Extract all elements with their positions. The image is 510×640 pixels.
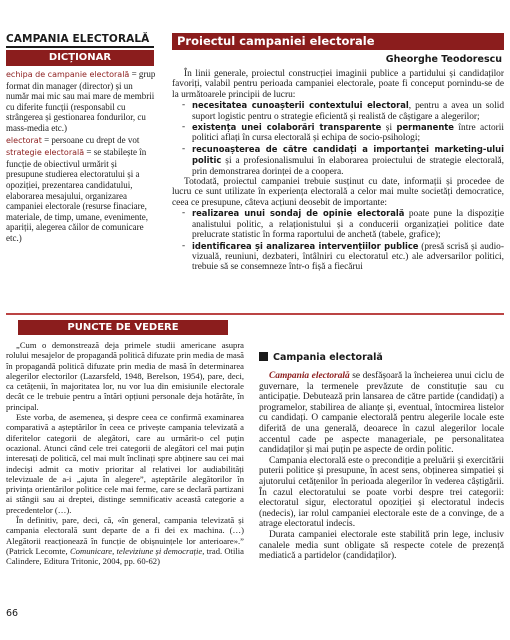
article-author: Gheorghe Teodorescu	[385, 54, 502, 65]
campaign-text: se desfășoară la încheierea unui ciclu de guvernare, la termenele prevăzute de constituție sau cu anticipație. Debutează prin lansarea de către partide (candidați) a programelor, stabilirea de alianțe și, eventual, întocmirea listelor cu candidați. O campanie electorală pentru alegerile locale este diferită de una generală, deoarece în cazul alegerilor locale accentul cade pe aspecte manageriale, pe personalitatea candidaților și mai puțin pe aspecte de ordin politic.	[259, 371, 504, 456]
dictionary-term: strategie electorală	[6, 148, 85, 158]
list-item	[182, 122, 504, 144]
quote-paragraph: „Cum o demonstrează deja primele studii americane asupra rolului mesajelor de propagandă politică difuzate prin media de masă în propagandă politică difuzate prin media de masă în determinarea alegerilor electorilor (Lazarsfeld, 1948, Berelson, 1954), pare, deci, ca cetățenii, în majoritatea lor, nu vor lua din emisiunile electorale decât ce le trebuie pentru a întări opțiuni personale deja hotărâte, în principal.	[6, 340, 244, 412]
quote-paragraph	[6, 515, 244, 566]
dictionary	[6, 69, 156, 245]
article-paragraph: Totodată, proiectul campaniei trebuie susținut cu date, informații și procedee de lucru ce sunt utilizate în experiența electorală a celor mai multe societăți democratice, ceea ce presupune, câteva acțiuni deosebit de importante:	[172, 177, 504, 208]
page-number: 66	[6, 608, 19, 619]
campaign-lead-term: Campania electorală	[269, 371, 350, 381]
campaign-heading	[259, 352, 504, 363]
list-item-bold: existența unei colaborări transparente	[192, 122, 382, 133]
section-title: CAMPANIA ELECTORALĂ	[6, 33, 150, 45]
title-rule	[6, 46, 154, 48]
dictionary-definition: = grup format din manager (director) și un număr mai mic sau mai mare de membrii cu diferite funcții (responsabil cu strângerea și gestionarea fondurilor, cu mass-media etc.)	[6, 69, 156, 133]
list-item-bold: identificarea și analizarea intervențiilor publice	[192, 240, 419, 251]
list-item	[182, 208, 504, 240]
dictionary-banner: DICȚIONAR	[6, 50, 154, 66]
quote-paragraph: Este vorba, de asemenea, și despre ceea ce confirmă examinarea comparativă a așteptărilor în ceea ce privește campania televizată a diferitelor categorii de alegători, care au urmărit-o cel puțin ocazional. Atunci când cele trei categorii de alegători cel mai puțin interesați de politică, cel mai mult înclinați spre abținere sau cei mai indeciși admit ca motiv prioritar al relativei lor audiabilități televizuale de a-i „ajuta în alegere”, așteptările alegătorilor în privința orientărilor politice cele mai ferme, care se declară partizani ai stângii sau ai dreptei, distinge semnificativ această categorie a precedentelor (…).	[6, 412, 244, 515]
viewpoints-quote	[6, 340, 244, 567]
list-item-text: între actorii politici aflați în cursa electorală și echipa de socio-psihologi;	[192, 123, 504, 144]
actions-list	[182, 208, 504, 272]
list-item-bold: permanente	[396, 122, 454, 133]
viewpoints-banner: PUNCTE DE VEDERE	[18, 320, 228, 335]
dictionary-entry	[6, 147, 156, 243]
dictionary-definition: = persoane cu drept de vot	[41, 134, 140, 145]
list-item-text: și a profesionalismului în elaborarea proiectului de strategie electorală, prin demonstrarea dorinței de a coopera.	[192, 156, 504, 177]
list-item-text: poate pune la dispoziție analistului politic, a relaționistului și a conducerii organizației politice date prelucrate statistic în forma raportului de anchetă (tabele, grafice);	[192, 209, 504, 241]
dictionary-term: electorat	[6, 135, 42, 145]
dictionary-definition: = se stabilește în funcție de obiectivul urmărit și presupune studierea electoratului și a opoziției, prezentarea candidatului, elaborarea mesajului, organizarea campaniei electorale (resurse finaciare, materiale, de timp, umane, evenimente, apariții, alegerea căilor de comunicare etc.)	[6, 147, 148, 243]
campaign-body	[259, 371, 504, 562]
list-item-bold: realizarea unui sondaj de opinie electorală	[192, 208, 405, 219]
article-body	[172, 69, 504, 273]
list-item-text: (presă scrisă și audio-vizuală, reuniuni, dezbateri, întâlniri cu electoratul etc.) ale adversarilor politici, trebuie să se consemneze într-o fișă a fiecărui	[192, 241, 504, 273]
quote-text: , trad. Otilia Calindere, Editura Tritonic, 2004, pp. 60-62)	[6, 545, 244, 567]
campaign-paragraph: Campania electorală este o precondiție a preluării și exercitării puterii politice și presupune, în acest sens, obținerea simpatiei și ajutorului cetățenilor în perioada alegerilor în vederea câștigării. În cazul electoratului se poate vorbi despre trei categorii: electoratul sigur, electoratul opoziției și electoratul indecis (nedecis), iar rolul campaniei electorale este de a convinge, de a atrage electoratul indecis.	[259, 455, 504, 530]
list-item	[182, 100, 504, 122]
campaign-paragraph	[259, 371, 504, 456]
quote-text: În definitiv, pare, deci, că, «în general, campania televizată și campania electorală sunt departe de a fi dei ex machina. (…) Alegătorii reacționează în funcție de obișnuințele lor anterioare».” (Patrick Lecomte,	[6, 515, 244, 556]
list-item-text: , pentru a avea un solid suport logistic pentru o strategie eficientă și realistă de câștigare a alegerilor;	[192, 101, 505, 122]
campaign-heading-text: Campania electorală	[273, 352, 383, 363]
article-paragraph: În linii generale, proiectul construcției imaginii publice a partidului și candidaților favoriți, valabil pentru perioada campaniei electorale, poate fi conceput pornindu-se de la următoarele principii de lucru:	[172, 69, 504, 100]
dictionary-entry	[6, 135, 156, 147]
section-divider	[6, 313, 504, 315]
dictionary-entry	[6, 69, 156, 134]
list-item-bold: necesitatea cunoașterii contextului electoral	[192, 100, 409, 111]
list-item-text: și	[381, 123, 397, 134]
principles-list	[182, 100, 504, 177]
campaign-paragraph: Durata campaniei electorale este stabilită prin lege, inclusiv canalele media sunt obligate să respecte cotele de prezență mediatică a partidelor (candidaților).	[259, 529, 504, 562]
list-item	[182, 241, 504, 273]
square-bullet-icon	[259, 352, 268, 361]
article-title-banner: Proiectul campaniei electorale	[172, 33, 504, 50]
dictionary-term: echipa de campanie electorală	[6, 70, 130, 79]
list-item	[182, 144, 504, 177]
quote-source-title: Comunicare, televiziune și democrație	[69, 545, 203, 556]
list-item-bold: recunoașterea de către candidați a importanței marketing-ului politic	[192, 143, 504, 166]
